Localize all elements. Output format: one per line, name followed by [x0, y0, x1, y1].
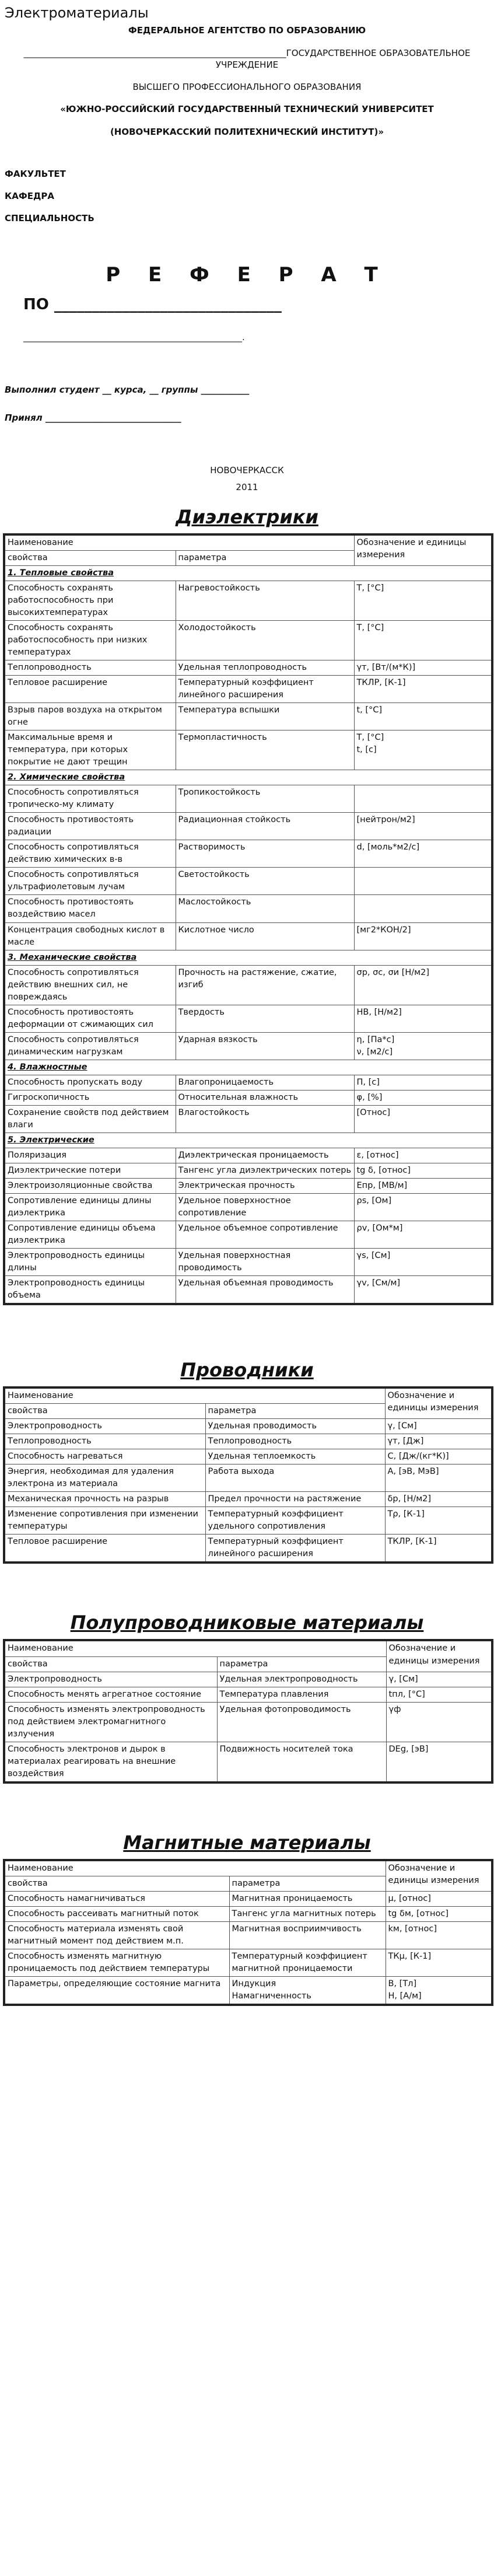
param-line: Намагниченность — [232, 1991, 311, 2001]
cell-parameter: Теплопроводность — [205, 1434, 385, 1449]
cell-parameter: Удельная поверхностная проводимость — [176, 1248, 354, 1275]
cell-property: Сопротивление единицы объема диэлектрика — [4, 1221, 176, 1248]
cell-property: Гигроскопичность — [4, 1090, 176, 1105]
cell-unit: kм, [относ] — [386, 1921, 492, 1949]
table-row — [4, 1449, 492, 1464]
cell-unit: П, [с] — [354, 1075, 492, 1090]
semiconductors-title: Полупроводниковые материалы — [70, 1612, 424, 1634]
header-parameter: параметра — [217, 1656, 386, 1672]
cell-property: Способность сохранять работоспособность при высокихтемпературах — [4, 581, 176, 621]
cell-parameter: Влагостойкость — [176, 1105, 354, 1133]
cell-property: Электропроводность — [4, 1419, 205, 1434]
table-row — [4, 1275, 492, 1304]
university-name: «ЮЖНО-РОССИЙСКИЙ ГОСУДАРСТВЕННЫЙ ТЕХНИЧЕСКИЙ УНИВЕРСИТЕТ — [60, 104, 434, 115]
document-title: Электроматериалы — [5, 5, 149, 21]
header-unit: Обозначение и единицы измерения — [385, 1387, 492, 1419]
cell-unit: Епр, [МВ/м] — [354, 1178, 492, 1193]
cell-unit: [нейтрон/м2] — [354, 813, 492, 840]
cell-unit: ρv, [Ом*м] — [354, 1221, 492, 1248]
cell-property: Взрыв паров воздуха на открытом огне — [4, 703, 176, 730]
cell-property: Сопротивление единицы длины диэлектрика — [4, 1193, 176, 1221]
cell-parameter: Тангенс угла диэлектрических потерь — [176, 1163, 354, 1178]
table-header-row — [4, 1640, 492, 1656]
header-property: свойства — [4, 1656, 217, 1672]
cell-property: Способность электронов и дырок в материалах реагировать на внешние воздействия — [4, 1742, 217, 1782]
cell-parameter: Тропикостойкость — [176, 785, 354, 813]
cell-unit: НВ, [Н/м2] — [354, 1005, 492, 1032]
cell-parameter: Удельная электропроводность — [217, 1672, 386, 1687]
cell-parameter: Предел прочности на растяжение — [205, 1492, 385, 1507]
table-row — [4, 703, 492, 730]
cell-property: Способность менять агрегатное состояние — [4, 1687, 217, 1702]
table-row — [4, 1419, 492, 1434]
cell-property: Тепловое расширение — [4, 1535, 205, 1563]
cell-parameter: Тангенс угла магнитных потерь — [229, 1906, 386, 1921]
cell-parameter: Кислотное число — [176, 922, 354, 950]
table-row — [4, 1005, 492, 1032]
referat-title: Р Е Ф Е Р А Т — [106, 263, 388, 286]
cell-parameter: Удельная проводимость — [205, 1419, 385, 1434]
cell-unit: γф — [386, 1702, 492, 1742]
cell-unit: tпл, [°С] — [386, 1687, 492, 1702]
header-unit: Обозначение и единицы измерения — [386, 1640, 492, 1672]
table-row — [4, 1672, 492, 1687]
cell-parameter: Диэлектрическая проницаемость — [176, 1148, 354, 1163]
table-row — [4, 1178, 492, 1193]
param-line: Индукция — [232, 1979, 276, 1988]
header-line-3: ВЫСШЕГО ПРОФЕССИОНАЛЬНОГО ОБРАЗОВАНИЯ — [132, 82, 362, 93]
group-humidity: 4. Влажностные — [4, 1060, 492, 1075]
cell-property: Способность сохранять работоспособность при низких температурах — [4, 621, 176, 660]
cell-parameter: Электрическая прочность — [176, 1178, 354, 1193]
cell-property: Способность намагничиваться — [4, 1891, 229, 1906]
unit-line: ν, [м2/с] — [356, 1047, 393, 1057]
cell-property: Способность изменять магнитную проницаемость под действием температуры — [4, 1949, 229, 1976]
table-row — [4, 660, 492, 676]
cell-parameter: Маслостойкость — [176, 895, 354, 922]
header-name: Наименование — [4, 1640, 386, 1656]
cell-unit: γ, [См] — [386, 1672, 492, 1687]
table-row — [4, 1075, 492, 1090]
cell-parameter: Холодостойкость — [176, 621, 354, 660]
table-row — [4, 1090, 492, 1105]
table-row — [4, 1032, 492, 1060]
header-unit: Обозначение и единицы измерения — [386, 1860, 492, 1892]
header-name: Наименование — [4, 1860, 386, 1876]
cell-property: Поляризация — [4, 1148, 176, 1163]
city-name: НОВОЧЕРКАССК — [210, 465, 284, 476]
cell-unit: γ, [См] — [385, 1419, 492, 1434]
cell-unit — [354, 868, 492, 895]
cell-parameter: Температурный коэффициент магнитной проницаемости — [229, 1949, 386, 1976]
cell-unit: ε, [относ] — [354, 1148, 492, 1163]
unit-line: η, [Па*с] — [356, 1034, 395, 1044]
cell-property: Способность противостоять воздействию масел — [4, 895, 176, 922]
conductors-title: Проводники — [180, 1358, 314, 1381]
cell-property: Способность противостоять деформации от сжимающих сил — [4, 1005, 176, 1032]
cell-unit — [354, 730, 492, 770]
cell-parameter: Подвижность носителей тока — [217, 1742, 386, 1782]
cell-property: Способность сопротивляться динамическим нагрузкам — [4, 1032, 176, 1060]
table-row — [4, 1464, 492, 1492]
cell-property: Механическая прочность на разрыв — [4, 1492, 205, 1507]
table-row — [4, 1976, 492, 2005]
table-row — [4, 1105, 492, 1133]
cell-unit: Т, [°С] — [354, 621, 492, 660]
cell-unit: ТКμ, [К-1] — [386, 1949, 492, 1976]
cell-property: Электроизоляционные свойства — [4, 1178, 176, 1193]
cell-property: Способность противостоять радиации — [4, 813, 176, 840]
cell-unit: γv, [См/м] — [354, 1275, 492, 1304]
table-row — [4, 1949, 492, 1976]
table-row — [4, 1702, 492, 1742]
cell-property: Способность пропускать воду — [4, 1075, 176, 1090]
header-property: свойства — [4, 1876, 229, 1891]
cell-parameter: Температурный коэффициент удельного сопротивления — [205, 1507, 385, 1535]
cell-parameter: Магнитная проницаемость — [229, 1891, 386, 1906]
cell-unit: [Относ] — [354, 1105, 492, 1133]
referat-subject: ПО ______________________________ — [23, 295, 282, 313]
cell-property: Сохранение свойств под действием влаги — [4, 1105, 176, 1133]
cell-unit — [354, 1032, 492, 1060]
table-row — [4, 922, 492, 950]
cell-parameter: Температурный коэффициент линейного расширения — [205, 1535, 385, 1563]
cell-parameter — [229, 1976, 386, 2005]
header-name: Наименование — [4, 534, 354, 551]
cell-property: Изменение сопротивления при изменении температуры — [4, 1507, 205, 1535]
cell-parameter: Температура плавления — [217, 1687, 386, 1702]
table-row — [4, 868, 492, 895]
cell-property: Способность сопротивляться тропическо-му климату — [4, 785, 176, 813]
cell-unit: d, [моль*м2/с] — [354, 840, 492, 868]
table-row — [4, 965, 492, 1005]
cell-property: Электропроводность единицы объема — [4, 1275, 176, 1304]
cell-unit: φ, [%] — [354, 1090, 492, 1105]
cell-parameter: Температура вспышки — [176, 703, 354, 730]
cell-property: Способность материала изменять свой магнитный момент под действием м.п. — [4, 1921, 229, 1949]
cell-parameter: Удельная фотопроводимость — [217, 1702, 386, 1742]
cell-property: Способность нагреваться — [4, 1449, 205, 1464]
table-row — [4, 621, 492, 660]
header-line-2: ____________________________________________________________ГОСУДАРСТВЕННОЕ ОБРАЗОВАТЕЛЬНОЕ УЧРЕЖДЕНИЕ — [23, 47, 471, 70]
cell-property: Способность сопротивляться ультрафиолетовым лучам — [4, 868, 176, 895]
group-electrical: 5. Электрические — [4, 1133, 492, 1148]
cell-unit — [354, 785, 492, 813]
cell-unit: DEg, [эВ] — [386, 1742, 492, 1782]
unit-line: t, [с] — [356, 745, 377, 755]
accepted-signature-line: Принял _______________________________ — [5, 413, 181, 424]
cell-property: Электропроводность единицы длины — [4, 1248, 176, 1275]
group-chemical: 2. Химические свойства — [4, 770, 492, 785]
table-row — [4, 1906, 492, 1921]
table-row — [4, 1248, 492, 1275]
group-row — [4, 950, 492, 965]
cell-property: Способность изменять электропроводность под действием электромагнитного излучения — [4, 1702, 217, 1742]
cell-parameter: Температурный коэффициент линейного расширения — [176, 676, 354, 703]
cell-unit: Т, [°С] — [354, 581, 492, 621]
table-row — [4, 1492, 492, 1507]
cell-unit — [386, 1976, 492, 2005]
cell-unit: ρs, [Ом] — [354, 1193, 492, 1221]
magnetic-title: Магнитные материалы — [123, 1831, 371, 1854]
agency-line: ФЕДЕРАЛЬНОЕ АГЕНТСТВО ПО ОБРАЗОВАНИЮ — [128, 25, 366, 36]
cell-parameter: Удельная теплоемкость — [205, 1449, 385, 1464]
cell-parameter: Удельное объемное сопротивление — [176, 1221, 354, 1248]
cell-property: Способность сопротивляться действию химических в-в — [4, 840, 176, 868]
student-signature-line: Выполнил студент __ курса, __ группы ___________ — [5, 384, 250, 395]
unit-line: Н, [А/м] — [388, 1991, 422, 2001]
cell-property: Электропроводность — [4, 1672, 217, 1687]
table-row — [4, 1163, 492, 1178]
table-row — [4, 676, 492, 703]
cell-parameter: Твердость — [176, 1005, 354, 1032]
table-row — [4, 1148, 492, 1163]
cell-unit: А, [эВ, МэВ] — [385, 1464, 492, 1492]
cell-parameter: Нагревостойкость — [176, 581, 354, 621]
magnetic-table — [3, 1859, 493, 2006]
cell-unit: С, [Дж/(кг*К)] — [385, 1449, 492, 1464]
cell-parameter: Радиационная стойкость — [176, 813, 354, 840]
table-row — [4, 1742, 492, 1782]
table-row — [4, 1535, 492, 1563]
cell-parameter: Термопластичность — [176, 730, 354, 770]
faculty-label: ФАКУЛЬТЕТ — [5, 168, 66, 179]
cell-unit: tg δ, [относ] — [354, 1163, 492, 1178]
table-row — [4, 1193, 492, 1221]
cell-property: Тепловое расширение — [4, 676, 176, 703]
semiconductors-table — [3, 1639, 493, 1783]
group-row — [4, 566, 492, 581]
cell-unit: ТКЛР, [К-1] — [385, 1535, 492, 1563]
cell-unit: σр, σс, σи [Н/м2] — [354, 965, 492, 1005]
dielectrics-title: Диэлектрики — [176, 505, 318, 528]
group-thermal: 1. Тепловые свойства — [4, 566, 492, 581]
cell-parameter: Светостойкость — [176, 868, 354, 895]
dielectrics-table — [3, 533, 493, 1305]
table-row — [4, 1507, 492, 1535]
cell-property: Теплопроводность — [4, 1434, 205, 1449]
cell-unit: γт, [Вт/(м*К)] — [354, 660, 492, 676]
cell-unit: μ, [относ] — [386, 1891, 492, 1906]
table-row — [4, 895, 492, 922]
specialty-label: СПЕЦИАЛЬНОСТЬ — [5, 213, 94, 224]
unit-line: В, [Тл] — [388, 1979, 417, 1988]
cell-parameter: Ударная вязкость — [176, 1032, 354, 1060]
cell-property: Максимальные время и температура, при которых покрытие не дают трещин — [4, 730, 176, 770]
cell-parameter: Относительная влажность — [176, 1090, 354, 1105]
cell-parameter: Удельная объемная проводимость — [176, 1275, 354, 1304]
table-header-row — [4, 1387, 492, 1404]
table-row — [4, 1221, 492, 1248]
cell-property: Способность рассеивать магнитный поток — [4, 1906, 229, 1921]
cell-property: Способность сопротивляться действию внешних сил, не повреждаясь — [4, 965, 176, 1005]
unit-line: Т, [°С] — [356, 733, 384, 743]
department-label: КАФЕДРА — [5, 191, 54, 202]
header-parameter: параметра — [205, 1404, 385, 1419]
group-mechanical: 3. Механические свойства — [4, 950, 492, 965]
cell-unit: γт, [Дж] — [385, 1434, 492, 1449]
table-row — [4, 1687, 492, 1702]
cell-parameter: Удельная теплопроводность — [176, 660, 354, 676]
header-unit: Обозначение и единицы измерения — [354, 534, 492, 566]
cell-property: Теплопроводность — [4, 660, 176, 676]
cell-parameter: Магнитная восприимчивость — [229, 1921, 386, 1949]
cell-property: Энергия, необходимая для удаления электрона из материала — [4, 1464, 205, 1492]
cell-parameter: Работа выхода — [205, 1464, 385, 1492]
cell-parameter: Прочность на растяжение, сжатие, изгиб — [176, 965, 354, 1005]
cell-property: Параметры, определяющие состояние магнита — [4, 1976, 229, 2005]
header-parameter: параметра — [229, 1876, 386, 1891]
table-header-row — [4, 534, 492, 551]
cell-parameter: Удельное поверхностное сопротивление — [176, 1193, 354, 1221]
cell-property: Диэлектрические потери — [4, 1163, 176, 1178]
cell-property: Концентрация свободных кислот в масле — [4, 922, 176, 950]
table-row — [4, 1891, 492, 1906]
table-row — [4, 1434, 492, 1449]
cell-unit: tg δм, [относ] — [386, 1906, 492, 1921]
table-row — [4, 581, 492, 621]
table-row — [4, 840, 492, 868]
referat-underline: __________________________________________________. — [23, 331, 245, 342]
header-name: Наименование — [4, 1387, 385, 1404]
cell-unit: Тρ, [К-1] — [385, 1507, 492, 1535]
table-row — [4, 730, 492, 770]
group-row — [4, 1060, 492, 1075]
institute-name: (НОВОЧЕРКАССКИЙ ПОЛИТЕХНИЧЕСКИЙ ИНСТИТУТ)» — [110, 126, 384, 137]
cell-parameter: Влагопроницаемость — [176, 1075, 354, 1090]
cell-unit — [354, 895, 492, 922]
table-row — [4, 1921, 492, 1949]
group-row — [4, 1133, 492, 1148]
institution-header — [12, 25, 482, 138]
header-property: свойства — [4, 1404, 205, 1419]
table-row — [4, 813, 492, 840]
conductors-table — [3, 1386, 493, 1564]
table-row — [4, 785, 492, 813]
cell-unit: t, [°С] — [354, 703, 492, 730]
year: 2011 — [236, 481, 258, 492]
cell-unit: [мг2*КОН/2] — [354, 922, 492, 950]
cell-unit: ТКЛР, [К-1] — [354, 676, 492, 703]
cell-unit: δр, [Н/м2] — [385, 1492, 492, 1507]
header-property: свойства — [4, 551, 176, 566]
table-header-row — [4, 1860, 492, 1876]
cell-unit: γs, [См] — [354, 1248, 492, 1275]
group-row — [4, 770, 492, 785]
cell-parameter: Растворимость — [176, 840, 354, 868]
header-parameter: параметра — [176, 551, 354, 566]
